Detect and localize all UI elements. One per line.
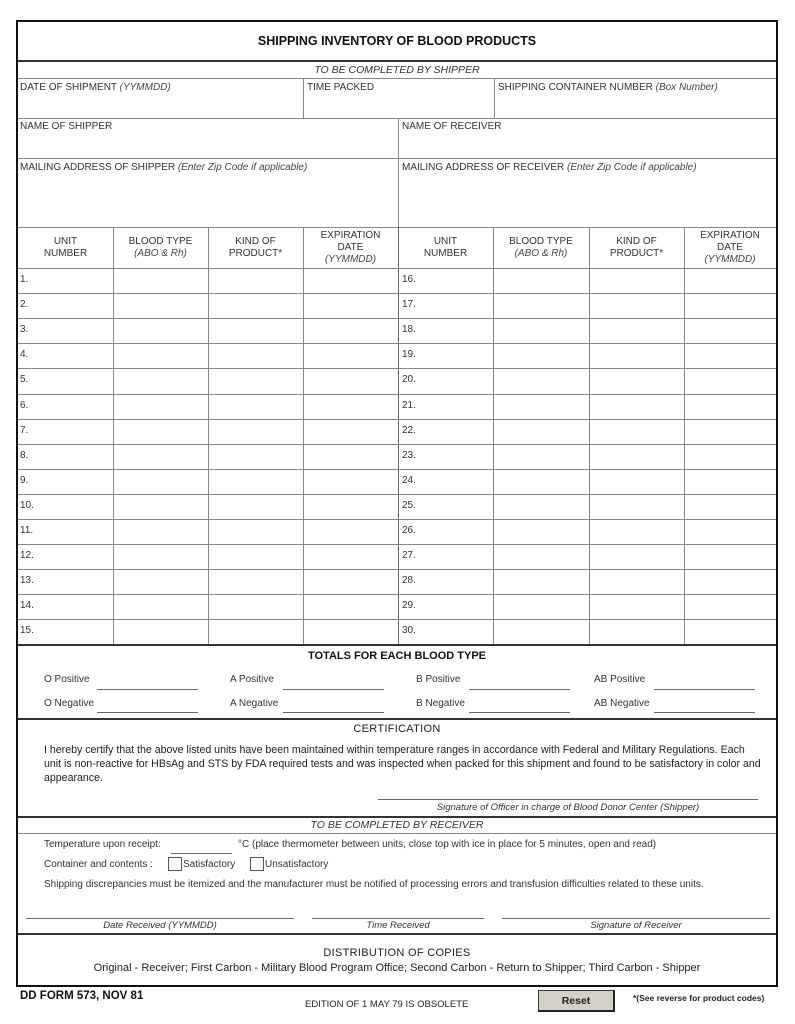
receiver-signature-input[interactable]	[502, 902, 770, 918]
edition-note: EDITION OF 1 MAY 79 IS OBSOLETE	[305, 999, 469, 1010]
kind-of-product-input[interactable]	[210, 320, 301, 341]
totals-title: TOTALS FOR EACH BLOOD TYPE	[307, 650, 487, 662]
blood-type-input[interactable]	[495, 546, 587, 567]
kind-of-product-input[interactable]	[210, 596, 301, 617]
time-received-line	[312, 918, 484, 919]
unit-number-input[interactable]	[40, 621, 111, 642]
unit-number-input[interactable]	[40, 295, 111, 316]
unit-number-input[interactable]	[420, 270, 491, 291]
unit-number-input[interactable]	[420, 571, 491, 592]
divider	[18, 444, 776, 445]
blood-type-input[interactable]	[495, 446, 587, 467]
divider	[18, 343, 776, 344]
row-number: 15.	[20, 625, 34, 636]
kind-of-product-input[interactable]	[591, 370, 682, 391]
unsatisfactory-checkbox[interactable]	[250, 857, 264, 871]
expiration-date-input[interactable]	[686, 521, 774, 542]
row-number: 26.	[402, 525, 416, 536]
expiration-date-input[interactable]	[686, 621, 774, 642]
unit-number-input[interactable]	[40, 446, 111, 467]
satisfactory-label: Satisfactory	[183, 859, 236, 870]
divider	[684, 227, 685, 645]
shipper-signature-input[interactable]	[378, 784, 758, 800]
date-of-shipment-label: DATE OF SHIPMENT (YYMMDD)	[20, 82, 171, 93]
blood-type-input[interactable]	[115, 521, 206, 542]
temperature-line	[171, 853, 232, 854]
row-number: 21.	[402, 400, 416, 411]
blood-type-input[interactable]	[495, 295, 587, 316]
row-number: 24.	[402, 475, 416, 486]
expiration-date-input[interactable]	[686, 396, 774, 417]
unit-number-input[interactable]	[420, 446, 491, 467]
row-number: 7.	[20, 425, 29, 436]
kind-of-product-input[interactable]	[591, 621, 682, 642]
header-blood-type: BLOOD TYPE (ABO & Rh)	[128, 235, 193, 259]
divider	[398, 227, 399, 645]
blood-shipping-form	[16, 20, 778, 987]
row-number: 9.	[20, 475, 29, 486]
blood-type-input[interactable]	[115, 496, 206, 517]
expiration-date-input[interactable]	[305, 621, 396, 642]
date-of-shipment-input[interactable]	[20, 94, 300, 116]
row-number: 25.	[402, 500, 416, 511]
a-negative-input[interactable]	[283, 694, 384, 712]
blood-type-input[interactable]	[495, 571, 587, 592]
unit-number-input[interactable]	[420, 496, 491, 517]
date-received-caption: Date Received (YYMMDD)	[103, 920, 217, 931]
expiration-date-input[interactable]	[305, 270, 396, 291]
distribution-title: DISTRIBUTION OF COPIES	[323, 947, 471, 959]
address-of-shipper-label: MAILING ADDRESS OF SHIPPER (Enter Zip Code if applicable)	[20, 162, 308, 173]
name-of-shipper-label: NAME OF SHIPPER	[20, 121, 113, 132]
blood-type-input[interactable]	[115, 421, 206, 442]
receiver-signature-line	[502, 918, 770, 919]
kind-of-product-input[interactable]	[591, 320, 682, 341]
expiration-date-input[interactable]	[305, 345, 396, 366]
a-positive-label: A Positive	[230, 674, 274, 685]
ab-positive-label: AB Positive	[594, 674, 646, 685]
blood-type-input[interactable]	[495, 320, 587, 341]
blood-type-input[interactable]	[495, 521, 587, 542]
form-id: DD FORM 573, NOV 81	[20, 990, 144, 1002]
unit-number-input[interactable]	[420, 295, 491, 316]
expiration-date-input[interactable]	[305, 571, 396, 592]
kind-of-product-input[interactable]	[210, 421, 301, 442]
ab-positive-input[interactable]	[654, 670, 755, 688]
divider	[18, 933, 776, 935]
header-expiration-date: EXPIRATION DATE (YYMMDD)	[320, 229, 381, 265]
expiration-date-input[interactable]	[686, 320, 774, 341]
divider	[18, 816, 776, 818]
kind-of-product-input[interactable]	[591, 546, 682, 567]
a-negative-label: A Negative	[230, 698, 279, 709]
unit-number-input[interactable]	[420, 320, 491, 341]
row-number: 8.	[20, 450, 29, 461]
divider	[18, 293, 776, 294]
unit-number-input[interactable]	[420, 421, 491, 442]
row-number: 29.	[402, 600, 416, 611]
unit-number-input[interactable]	[420, 370, 491, 391]
certification-title: CERTIFICATION	[353, 723, 441, 735]
ab-negative-line	[654, 712, 755, 713]
divider	[303, 78, 304, 118]
unit-number-input[interactable]	[40, 396, 111, 417]
reset-button[interactable]: Reset	[538, 990, 615, 1012]
unit-number-input[interactable]	[420, 546, 491, 567]
blood-type-input[interactable]	[115, 295, 206, 316]
divider	[18, 594, 776, 595]
row-number: 3.	[20, 324, 29, 335]
row-number: 19.	[402, 349, 416, 360]
row-number: 23.	[402, 450, 416, 461]
expiration-date-input[interactable]	[686, 370, 774, 391]
unsatisfactory-label: Unsatisfactory	[265, 859, 329, 870]
kind-of-product-input[interactable]	[210, 396, 301, 417]
blood-type-input[interactable]	[115, 571, 206, 592]
divider	[589, 227, 590, 645]
divider	[493, 227, 494, 645]
divider	[18, 60, 776, 62]
shipper-signature-line	[378, 799, 758, 800]
time-received-input[interactable]	[312, 902, 484, 918]
divider	[18, 494, 776, 495]
kind-of-product-input[interactable]	[210, 521, 301, 542]
row-number: 2.	[20, 299, 29, 310]
divider	[18, 833, 776, 834]
kind-of-product-input[interactable]	[591, 471, 682, 492]
expiration-date-input[interactable]	[305, 471, 396, 492]
name-of-shipper-input[interactable]	[20, 134, 395, 156]
product-codes-note: *(See reverse for product codes)	[633, 993, 765, 1003]
unit-number-input[interactable]	[420, 396, 491, 417]
temperature-instructions: °C (place thermometer between units, close top with ice in place for 5 minutes, open and read)	[238, 839, 657, 850]
unit-number-input[interactable]	[40, 596, 111, 617]
name-of-receiver-label: NAME OF RECEIVER	[402, 121, 502, 132]
blood-type-input[interactable]	[495, 421, 587, 442]
expiration-date-input[interactable]	[686, 546, 774, 567]
unit-number-input[interactable]	[40, 270, 111, 291]
time-packed-input[interactable]	[307, 94, 492, 116]
row-number: 12.	[20, 550, 34, 561]
unit-number-input[interactable]	[420, 521, 491, 542]
expiration-date-input[interactable]	[686, 295, 774, 316]
form-title: SHIPPING INVENTORY OF BLOOD PRODUCTS	[257, 34, 537, 48]
temperature-label: Temperature upon receipt:	[44, 839, 161, 850]
kind-of-product-input[interactable]	[210, 571, 301, 592]
discrepancies-text: Shipping discrepancies must be itemized and the manufacturer must be notified of processing errors and transfusion difficulties related to these units.	[44, 879, 704, 890]
unit-number-input[interactable]	[40, 370, 111, 391]
divider	[113, 227, 114, 645]
container-number-input[interactable]	[498, 94, 773, 116]
blood-type-input[interactable]	[115, 396, 206, 417]
row-number: 10.	[20, 500, 34, 511]
address-of-shipper-input[interactable]	[20, 176, 395, 224]
expiration-date-input[interactable]	[305, 546, 396, 567]
blood-type-input[interactable]	[115, 596, 206, 617]
kind-of-product-input[interactable]	[210, 446, 301, 467]
kind-of-product-input[interactable]	[591, 345, 682, 366]
kind-of-product-input[interactable]	[210, 345, 301, 366]
kind-of-product-input[interactable]	[591, 596, 682, 617]
divider	[18, 619, 776, 620]
name-of-receiver-input[interactable]	[402, 134, 772, 156]
expiration-date-input[interactable]	[686, 496, 774, 517]
blood-type-input[interactable]	[115, 471, 206, 492]
distribution-text: Original - Receiver; First Carbon - Military Blood Program Office; Second Carbon - Return to Shipper; Third Carbon - Shipper	[93, 962, 701, 974]
time-packed-label: TIME PACKED	[307, 82, 375, 93]
divider	[18, 419, 776, 420]
blood-type-input[interactable]	[115, 270, 206, 291]
unit-number-input[interactable]	[40, 471, 111, 492]
kind-of-product-input[interactable]	[210, 471, 301, 492]
unit-number-input[interactable]	[420, 471, 491, 492]
o-positive-input[interactable]	[97, 670, 198, 688]
divider	[18, 644, 776, 646]
expiration-date-input[interactable]	[305, 421, 396, 442]
blood-type-input[interactable]	[495, 471, 587, 492]
row-number: 16.	[402, 274, 416, 285]
row-number: 28.	[402, 575, 416, 586]
kind-of-product-input[interactable]	[591, 396, 682, 417]
unit-number-input[interactable]	[420, 596, 491, 617]
row-number: 22.	[402, 425, 416, 436]
header-kind-of-product: KIND OF PRODUCT*	[609, 235, 664, 259]
unit-number-input[interactable]	[40, 571, 111, 592]
b-negative-line	[469, 712, 570, 713]
unit-number-input[interactable]	[40, 496, 111, 517]
a-negative-line	[283, 712, 384, 713]
ab-negative-label: AB Negative	[594, 698, 650, 709]
kind-of-product-input[interactable]	[591, 270, 682, 291]
kind-of-product-input[interactable]	[591, 496, 682, 517]
divider	[18, 118, 776, 119]
kind-of-product-input[interactable]	[591, 295, 682, 316]
container-number-label: SHIPPING CONTAINER NUMBER (Box Number)	[498, 82, 718, 93]
shipper-signature-caption: Signature of Officer in charge of Blood Donor Center (Shipper)	[436, 802, 700, 813]
unit-number-input[interactable]	[420, 621, 491, 642]
blood-type-input[interactable]	[115, 370, 206, 391]
a-positive-input[interactable]	[283, 670, 384, 688]
b-positive-line	[469, 689, 570, 690]
divider	[18, 158, 776, 159]
kind-of-product-input[interactable]	[210, 295, 301, 316]
header-blood-type: BLOOD TYPE (ABO & Rh)	[509, 235, 573, 259]
header-kind-of-product: KIND OF PRODUCT*	[228, 235, 283, 259]
row-number: 27.	[402, 550, 416, 561]
blood-type-input[interactable]	[495, 270, 587, 291]
blood-type-input[interactable]	[115, 320, 206, 341]
row-number: 6.	[20, 400, 29, 411]
expiration-date-input[interactable]	[686, 270, 774, 291]
unit-number-input[interactable]	[420, 345, 491, 366]
expiration-date-input[interactable]	[305, 370, 396, 391]
expiration-date-input[interactable]	[305, 295, 396, 316]
receiver-signature-caption: Signature of Receiver	[590, 920, 682, 931]
divider	[18, 368, 776, 369]
kind-of-product-input[interactable]	[210, 370, 301, 391]
divider	[18, 718, 776, 720]
unit-number-input[interactable]	[40, 345, 111, 366]
divider	[208, 227, 209, 645]
expiration-date-input[interactable]	[305, 596, 396, 617]
blood-type-input[interactable]	[495, 621, 587, 642]
blood-type-input[interactable]	[495, 396, 587, 417]
row-number: 1.	[20, 274, 29, 285]
expiration-date-input[interactable]	[305, 396, 396, 417]
blood-type-input[interactable]	[495, 596, 587, 617]
kind-of-product-input[interactable]	[591, 421, 682, 442]
row-number: 4.	[20, 349, 29, 360]
shipper-section-heading: TO BE COMPLETED BY SHIPPER	[314, 64, 480, 76]
o-negative-input[interactable]	[97, 694, 198, 712]
blood-type-input[interactable]	[495, 496, 587, 517]
row-number: 20.	[402, 374, 416, 385]
header-unit-number: UNIT NUMBER	[423, 235, 468, 259]
divider	[303, 227, 304, 645]
unit-number-input[interactable]	[40, 546, 111, 567]
unit-number-input[interactable]	[40, 421, 111, 442]
kind-of-product-input[interactable]	[591, 571, 682, 592]
divider	[18, 519, 776, 520]
b-positive-input[interactable]	[469, 670, 570, 688]
unit-number-input[interactable]	[40, 320, 111, 341]
blood-type-input[interactable]	[495, 370, 587, 391]
o-positive-line	[97, 689, 198, 690]
expiration-date-input[interactable]	[686, 571, 774, 592]
row-number: 13.	[20, 575, 34, 586]
b-negative-label: B Negative	[416, 698, 465, 709]
kind-of-product-input[interactable]	[210, 621, 301, 642]
row-number: 18.	[402, 324, 416, 335]
divider	[18, 569, 776, 570]
o-positive-label: O Positive	[44, 674, 90, 685]
ab-positive-line	[654, 689, 755, 690]
blood-type-input[interactable]	[115, 345, 206, 366]
divider	[18, 268, 776, 269]
temperature-input[interactable]	[171, 835, 232, 852]
b-negative-input[interactable]	[469, 694, 570, 712]
address-of-receiver-label: MAILING ADDRESS OF RECEIVER (Enter Zip Code if applicable)	[402, 162, 697, 173]
kind-of-product-input[interactable]	[210, 496, 301, 517]
divider	[18, 469, 776, 470]
divider	[494, 78, 495, 118]
divider	[18, 394, 776, 395]
header-expiration-date: EXPIRATION DATE (YYMMDD)	[700, 229, 760, 265]
divider	[18, 318, 776, 319]
expiration-date-input[interactable]	[686, 471, 774, 492]
kind-of-product-input[interactable]	[210, 270, 301, 291]
kind-of-product-input[interactable]	[591, 521, 682, 542]
expiration-date-input[interactable]	[305, 446, 396, 467]
receiver-section-heading: TO BE COMPLETED BY RECEIVER	[310, 819, 484, 831]
expiration-date-input[interactable]	[686, 345, 774, 366]
blood-type-input[interactable]	[115, 546, 206, 567]
expiration-date-input[interactable]	[686, 446, 774, 467]
divider	[18, 78, 776, 79]
blood-type-input[interactable]	[115, 446, 206, 467]
expiration-date-input[interactable]	[686, 596, 774, 617]
certification-text: I hereby certify that the above listed units have been maintained within temperature ranges in accordance with Federal and Military Regulations. Each unit is non-reactive for HBsAg and STS by FDA required tests and was inspected when packed for this shipment and found to be satisfactory in color and appearance.	[44, 744, 761, 784]
row-number: 11.	[20, 525, 34, 536]
b-positive-label: B Positive	[416, 674, 461, 685]
date-received-input[interactable]	[26, 902, 294, 918]
blood-type-input[interactable]	[115, 621, 206, 642]
kind-of-product-input[interactable]	[591, 446, 682, 467]
expiration-date-input[interactable]	[305, 521, 396, 542]
row-number: 30.	[402, 625, 416, 636]
o-negative-line	[97, 712, 198, 713]
container-contents-label: Container and contents :	[44, 859, 153, 870]
row-number: 5.	[20, 374, 29, 385]
divider	[18, 544, 776, 545]
row-number: 17.	[402, 299, 416, 310]
row-number: 14.	[20, 600, 34, 611]
expiration-date-input[interactable]	[305, 496, 396, 517]
blood-type-input[interactable]	[495, 345, 587, 366]
divider	[398, 118, 399, 227]
a-positive-line	[283, 689, 384, 690]
date-received-line	[26, 918, 294, 919]
unit-number-input[interactable]	[40, 521, 111, 542]
header-unit-number: UNIT NUMBER	[43, 235, 88, 259]
time-received-caption: Time Received	[366, 920, 430, 931]
expiration-date-input[interactable]	[305, 320, 396, 341]
satisfactory-checkbox[interactable]	[168, 857, 182, 871]
expiration-date-input[interactable]	[686, 421, 774, 442]
ab-negative-input[interactable]	[654, 694, 755, 712]
kind-of-product-input[interactable]	[210, 546, 301, 567]
address-of-receiver-input[interactable]	[402, 176, 772, 224]
o-negative-label: O Negative	[44, 698, 95, 709]
